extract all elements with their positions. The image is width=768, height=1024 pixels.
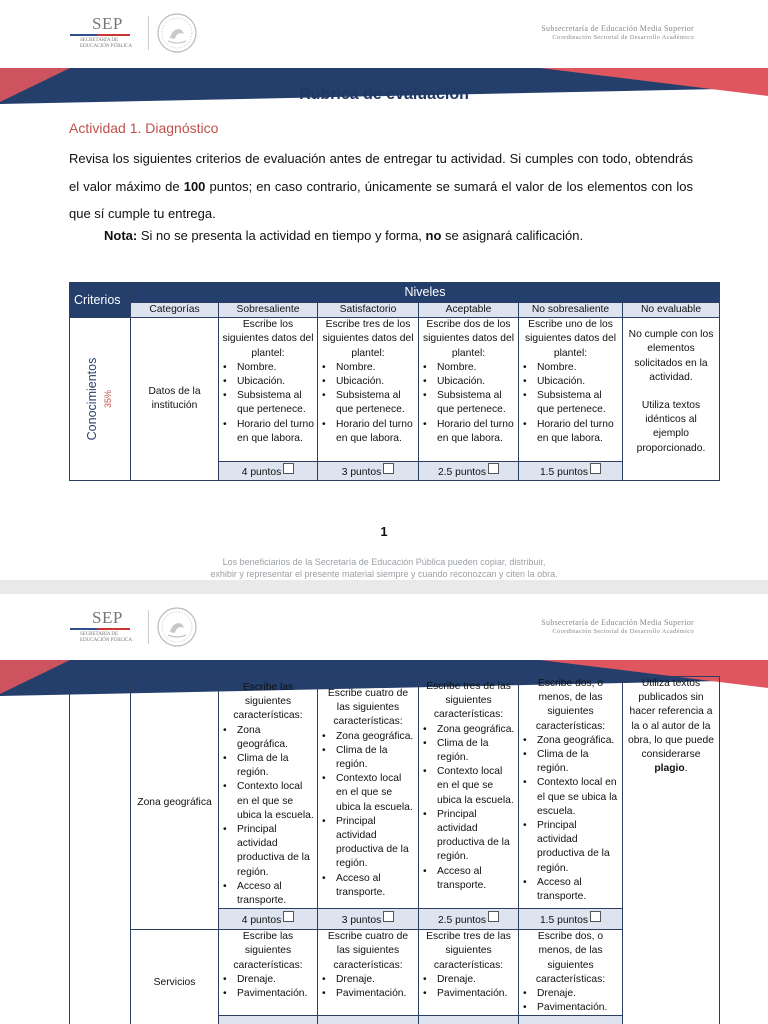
header-divider bbox=[148, 610, 149, 644]
level-no-sobresaliente-cell bbox=[519, 930, 623, 1016]
level-no-evaluable-cell bbox=[623, 677, 720, 1024]
list-item: • Subsistema al que pertenece. bbox=[222, 389, 314, 417]
criterion-cell bbox=[70, 318, 131, 481]
list-item: • Subsistema al que pertenece. bbox=[321, 389, 415, 417]
sep-logo-bar bbox=[70, 34, 130, 36]
no-evaluable-text-1: No cumple con los elementos solicitados en la actividad. bbox=[628, 329, 714, 383]
criterion-label bbox=[84, 358, 116, 441]
list-item: • Zona geográfica. bbox=[522, 734, 619, 748]
list-item: • Drenaje. bbox=[522, 987, 619, 1001]
score-satisfactorio bbox=[318, 462, 419, 481]
sep-logo-word: SEP bbox=[92, 14, 123, 33]
rubric-table-1 bbox=[69, 282, 720, 481]
list-item: • Ubicación. bbox=[422, 375, 515, 389]
score-placeholder bbox=[219, 1016, 318, 1024]
criterion-percentage: 35% bbox=[103, 390, 113, 409]
level-sobresaliente-cell bbox=[219, 930, 318, 1016]
criterios-header: Criterios bbox=[70, 283, 131, 318]
level-intro: Escribe dos de los siguientes datos del plantel: bbox=[422, 319, 515, 359]
level-intro: Escribe los siguientes datos del plantel: bbox=[222, 319, 314, 359]
list-item: • Nombre. bbox=[522, 361, 619, 375]
note-label: Nota: bbox=[104, 228, 138, 243]
level-aceptable-cell bbox=[419, 677, 519, 909]
list-item: • Drenaje. bbox=[321, 973, 415, 987]
score-label: 2.5 puntos bbox=[437, 914, 487, 926]
note-text-1: Si no se presenta la actividad en tiempo y forma, bbox=[137, 228, 426, 243]
criteria-list bbox=[222, 724, 314, 909]
score-no-sobresaliente bbox=[519, 909, 623, 930]
list-item: • Drenaje. bbox=[422, 973, 515, 987]
level-sobresaliente-cell bbox=[219, 677, 318, 909]
score-checkbox[interactable] bbox=[488, 911, 499, 922]
list-item: • Pavimentación. bbox=[321, 987, 415, 1001]
score-label: 4 puntos bbox=[241, 466, 282, 478]
list-item: • Nombre. bbox=[422, 361, 515, 375]
score-checkbox[interactable] bbox=[590, 463, 601, 474]
subsecretaria-label: Subsecretaría de Educación Media Superior bbox=[541, 618, 694, 627]
page-header bbox=[0, 0, 768, 66]
list-item: • Principal actividad productiva de la región. bbox=[222, 823, 314, 880]
level-sobresaliente-cell bbox=[219, 318, 318, 462]
score-satisfactorio bbox=[318, 909, 419, 930]
level-no-evaluable-cell bbox=[623, 318, 720, 481]
level-satisfactorio-cell bbox=[318, 318, 419, 462]
level-aceptable-cell bbox=[419, 930, 519, 1016]
subsecretaria-label: Subsecretaría de Educación Media Superior bbox=[541, 24, 694, 33]
score-placeholder bbox=[318, 1016, 419, 1024]
list-item: • Ubicación. bbox=[321, 375, 415, 389]
note-emphasis: no bbox=[425, 228, 442, 243]
level-intro: Escribe uno de los siguientes datos del plantel: bbox=[524, 319, 617, 359]
activity-heading: Actividad 1. Diagnóstico bbox=[69, 120, 219, 136]
header-divider bbox=[148, 16, 149, 50]
score-label: 1.5 puntos bbox=[539, 914, 589, 926]
instructions-text-1: Revisa los siguientes criterios de evaluación antes de entregar tu actividad. Si cumples con todo, obtendrás el valor máximo de bbox=[69, 151, 693, 194]
category-datos-institucion: Datos de la institución bbox=[131, 318, 219, 481]
list-item: • Pavimentación. bbox=[522, 1001, 619, 1015]
score-aceptable bbox=[419, 909, 519, 930]
rubric-title: Rúbrica de evaluación bbox=[299, 86, 469, 103]
footer-line-1: Los beneficiarios de la Secretaría de Educación Pública pueden copiar, distribuir, bbox=[222, 557, 546, 567]
footer-line-2: exhibir y representar el presente material siempre y cuando reconozcan y citen la obra. bbox=[210, 569, 558, 579]
level-intro: Escribe tres de los siguientes datos del plantel: bbox=[322, 319, 414, 359]
list-item: • Ubicación. bbox=[222, 375, 314, 389]
criteria-list bbox=[522, 734, 619, 904]
column-header-no-evaluable: No evaluable bbox=[623, 303, 720, 318]
subsecretaria-heading bbox=[541, 24, 694, 41]
list-item: • Subsistema al que pertenece. bbox=[522, 389, 619, 417]
no-evaluable-text-2: Utiliza textos idénticos al ejemplo proporcionado. bbox=[636, 400, 706, 454]
score-checkbox[interactable] bbox=[488, 463, 499, 474]
note-text-2: se asignará calificación. bbox=[441, 228, 584, 243]
list-item: • Principal actividad productiva de la región. bbox=[522, 819, 619, 876]
column-header-aceptable: Aceptable bbox=[419, 303, 519, 318]
score-checkbox[interactable] bbox=[383, 463, 394, 474]
level-intro: Escribe cuatro de las siguientes características: bbox=[327, 688, 409, 728]
page-separator bbox=[0, 580, 768, 594]
instructions-paragraph bbox=[69, 145, 693, 228]
criteria-list bbox=[422, 973, 515, 1001]
page-number: 1 bbox=[380, 524, 388, 539]
level-intro: Escribe cuatro de las siguientes características: bbox=[327, 931, 409, 971]
level-intro: Escribe tres de las siguientes características: bbox=[426, 931, 511, 971]
list-item: • Subsistema al que pertenece. bbox=[422, 389, 515, 417]
coordinacion-label: Coordinación Sectorial de Desarrollo Académico bbox=[552, 34, 694, 41]
list-item: • Clima de la región. bbox=[321, 744, 415, 772]
sep-logo bbox=[70, 14, 138, 52]
list-item: • Horario del turno en que labora. bbox=[222, 418, 314, 446]
list-item: • Principal actividad productiva de la región. bbox=[321, 815, 415, 872]
list-item: • Zona geográfica. bbox=[222, 724, 314, 752]
column-header-categorias: Categorías bbox=[131, 303, 219, 318]
level-no-sobresaliente-cell bbox=[519, 318, 623, 462]
sep-logo-bar bbox=[70, 628, 130, 630]
criteria-list bbox=[422, 723, 515, 893]
criteria-list bbox=[522, 361, 619, 446]
score-placeholder bbox=[519, 1016, 623, 1024]
list-item: • Contexto local en el que se ubica la escuela. bbox=[422, 765, 515, 808]
score-label: 2.5 puntos bbox=[437, 466, 487, 478]
score-label: 4 puntos bbox=[241, 914, 282, 926]
list-item: • Horario del turno en que labora. bbox=[422, 418, 515, 446]
list-item: • Contexto local en el que se ubica la escuela. bbox=[522, 776, 619, 819]
page-footer bbox=[0, 556, 768, 580]
subsecretaria-heading bbox=[541, 618, 694, 635]
score-checkbox[interactable] bbox=[590, 911, 601, 922]
sep-logo-subtitle-2: EDUCACIÓN PÚBLICA bbox=[80, 44, 133, 49]
sep-logo-subtitle-1: SECRETARÍA DE bbox=[80, 632, 119, 637]
no-evaluable-text: Utiliza textos publicados sin hacer referencia a la o al autor de la obra, lo que puede considerarse bbox=[628, 678, 714, 761]
criteria-list bbox=[321, 973, 415, 1001]
list-item: • Acceso al transporte. bbox=[422, 865, 515, 893]
criteria-list bbox=[321, 361, 415, 446]
sep-logo bbox=[70, 608, 138, 646]
category-servicios: Servicios bbox=[131, 930, 219, 1024]
document-page-2 bbox=[0, 594, 768, 1024]
sep-logo-word: SEP bbox=[92, 608, 123, 627]
column-header-sobresaliente: Sobresaliente bbox=[219, 303, 318, 318]
mexico-seal-icon bbox=[156, 606, 198, 648]
criteria-list bbox=[222, 361, 314, 446]
list-item: • Horario del turno en que labora. bbox=[321, 418, 415, 446]
rubric-table-2 bbox=[69, 676, 720, 1024]
list-item: • Pavimentación. bbox=[222, 987, 314, 1001]
criteria-list bbox=[522, 987, 619, 1015]
column-header-no-sobresaliente: No sobresaliente bbox=[519, 303, 623, 318]
list-item: • Contexto local en el que se ubica la escuela. bbox=[321, 772, 415, 815]
score-label: 3 puntos bbox=[341, 466, 382, 478]
instructions-max-points: 100 bbox=[183, 178, 206, 194]
page-header bbox=[0, 594, 768, 660]
list-item: • Clima de la región. bbox=[222, 752, 314, 780]
level-satisfactorio-cell bbox=[318, 930, 419, 1016]
list-item: • Nombre. bbox=[222, 361, 314, 375]
level-intro: Escribe las siguientes características: bbox=[233, 931, 303, 971]
score-sobresaliente bbox=[219, 462, 318, 481]
level-intro: Escribe tres de las siguientes características: bbox=[426, 681, 511, 721]
list-item: • Clima de la región. bbox=[522, 748, 619, 776]
score-label: 3 puntos bbox=[341, 914, 382, 926]
list-item: • Drenaje. bbox=[222, 973, 314, 987]
level-no-sobresaliente-cell bbox=[519, 677, 623, 909]
criteria-list bbox=[422, 361, 515, 446]
sep-logo-subtitle-2: EDUCACIÓN PÚBLICA bbox=[80, 638, 133, 643]
no-evaluable-plagio: plagio bbox=[654, 763, 685, 775]
niveles-header: Niveles bbox=[131, 283, 720, 303]
mexico-seal-icon bbox=[156, 12, 198, 54]
list-item: • Acceso al transporte. bbox=[522, 876, 619, 904]
level-intro: Escribe dos, o menos, de las siguientes características: bbox=[535, 678, 606, 732]
list-item: • Zona geográfica. bbox=[422, 723, 515, 737]
level-satisfactorio-cell bbox=[318, 677, 419, 909]
level-aceptable-cell bbox=[419, 318, 519, 462]
coordinacion-label: Coordinación Sectorial de Desarrollo Académico bbox=[552, 628, 694, 635]
list-item: • Nombre. bbox=[321, 361, 415, 375]
score-placeholder bbox=[419, 1016, 519, 1024]
sep-logo-subtitle-1: SECRETARÍA DE bbox=[80, 38, 119, 43]
score-sobresaliente bbox=[219, 909, 318, 930]
list-item: • Ubicación. bbox=[522, 375, 619, 389]
list-item: • Zona geográfica. bbox=[321, 730, 415, 744]
level-intro: Escribe dos, o menos, de las siguientes características: bbox=[535, 931, 606, 985]
list-item: • Contexto local en el que se ubica la escuela. bbox=[222, 780, 314, 823]
score-no-sobresaliente bbox=[519, 462, 623, 481]
score-aceptable bbox=[419, 462, 519, 481]
category-zona-geografica: Zona geográfica bbox=[131, 677, 219, 930]
criterion-cell-continued bbox=[70, 677, 131, 1024]
list-item: • Acceso al transporte. bbox=[222, 880, 314, 908]
score-checkbox[interactable] bbox=[283, 463, 294, 474]
level-intro: Escribe las siguientes características: bbox=[233, 682, 303, 722]
list-item: • Principal actividad productiva de la región. bbox=[422, 808, 515, 865]
no-evaluable-period: . bbox=[684, 763, 688, 775]
list-item: • Clima de la región. bbox=[422, 737, 515, 765]
instructions-text-2: puntos; en caso contrario, únicamente se sumará el valor de los elementos con los que sí cumple tu entrega. bbox=[69, 178, 693, 221]
criteria-list bbox=[222, 973, 314, 1001]
list-item: • Horario del turno en que labora. bbox=[522, 418, 619, 446]
note-paragraph bbox=[104, 228, 583, 243]
criteria-list bbox=[321, 730, 415, 900]
score-checkbox[interactable] bbox=[283, 911, 294, 922]
list-item: • Acceso al transporte. bbox=[321, 872, 415, 900]
criterion-name: Conocimientos bbox=[85, 357, 99, 441]
column-header-satisfactorio: Satisfactorio bbox=[318, 303, 419, 318]
score-label: 1.5 puntos bbox=[539, 466, 589, 478]
list-item: • Pavimentación. bbox=[422, 987, 515, 1001]
score-checkbox[interactable] bbox=[383, 911, 394, 922]
